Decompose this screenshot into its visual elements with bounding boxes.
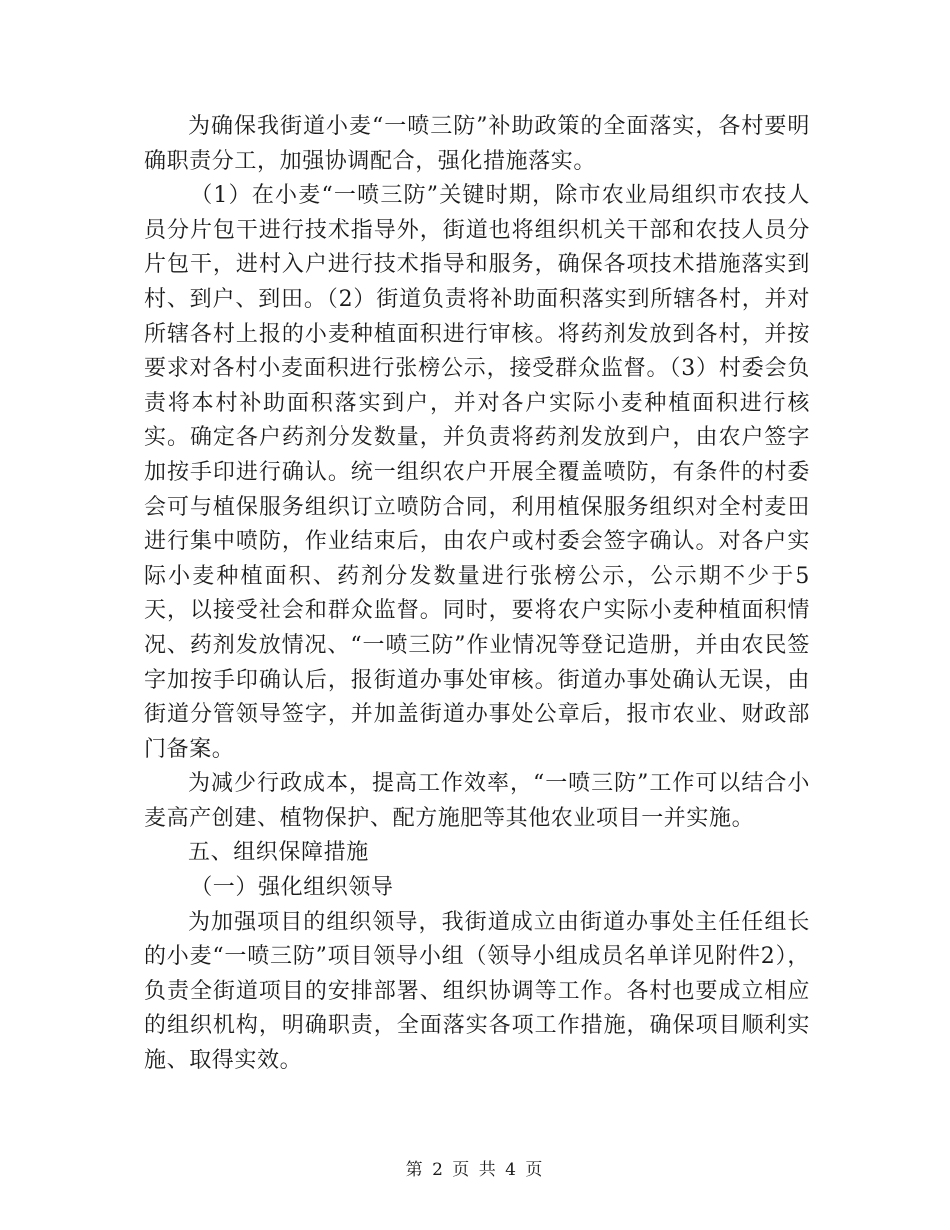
paragraph-implementation-intro: 为确保我街道小麦“一喷三防”补助政策的全面落实，各村要明确职责分工，加强协调配合，强化措施落实。 (144, 114, 810, 174)
section-heading-safeguards: 五、组织保障措施 (188, 840, 369, 866)
subsection-heading-leadership: （一）强化组织领导 (190, 875, 394, 901)
paragraph-leadership-group: 为加强项目的组织领导，我街道成立由街道办事处主任任组长的小麦“一喷三防”项目领导小组（领导小组成员名单详见附件2），负责全街道项目的安排部署、组织协调等工作。各村也要成立相应的组织机构，明确职责，全面落实各项工作措施，确保项目顺利实施、取得实效。 (144, 909, 810, 1074)
page-number-footer: 第 2 页 共 4 页 (405, 1160, 545, 1180)
paragraph-responsibilities: （1）在小麦“一喷三防”关键时期，除市农业局组织市农技人员分片包干进行技术指导外，街道也将组织机关干部和农技人员分片包干，进村入户进行技术指导和服务，确保各项技术措施落实到村、到户、到田。（2）街道负责将补助面积落实到所辖各村，并对所辖各村上报的小麦种植面积进行审核。将药剂发放到各村，并按要求对各村小麦面积进行张榜公示，接受群众监督。（3）村委会负责将本村补助面积落实到户，并对各户实际小麦种植面积进行核实。确定各户药剂分发数量，并负责将药剂发放到户，由农户签字加按手印进行确认。统一组织农户开展全覆盖喷防，有条件的村委会可与植保服务组织订立喷防合同，利用植保服务组织对全村麦田进行集中喷防，作业结束后，由农户或村委会签字确认。对各户实际小麦种植面积、药剂分发数量进行张榜公示，公示期不少于5天，以接受社会和群众监督。同时，要将农户实际小麦种植面积情况、药剂发放情况、“一喷三防”作业情况等登记造册，并由农民签字加按手印确认后，报街道办事处审核。街道办事处确认无误，由街道分管领导签字，并加盖街道办事处公章后，报市农业、财政部门备案。 (144, 183, 810, 762)
paragraph-cost-reduction: 为减少行政成本，提高工作效率，“一喷三防”工作可以结合小麦高产创建、植物保护、配方施肥等其他农业项目一并实施。 (144, 771, 810, 831)
document-body (144, 110, 810, 1079)
